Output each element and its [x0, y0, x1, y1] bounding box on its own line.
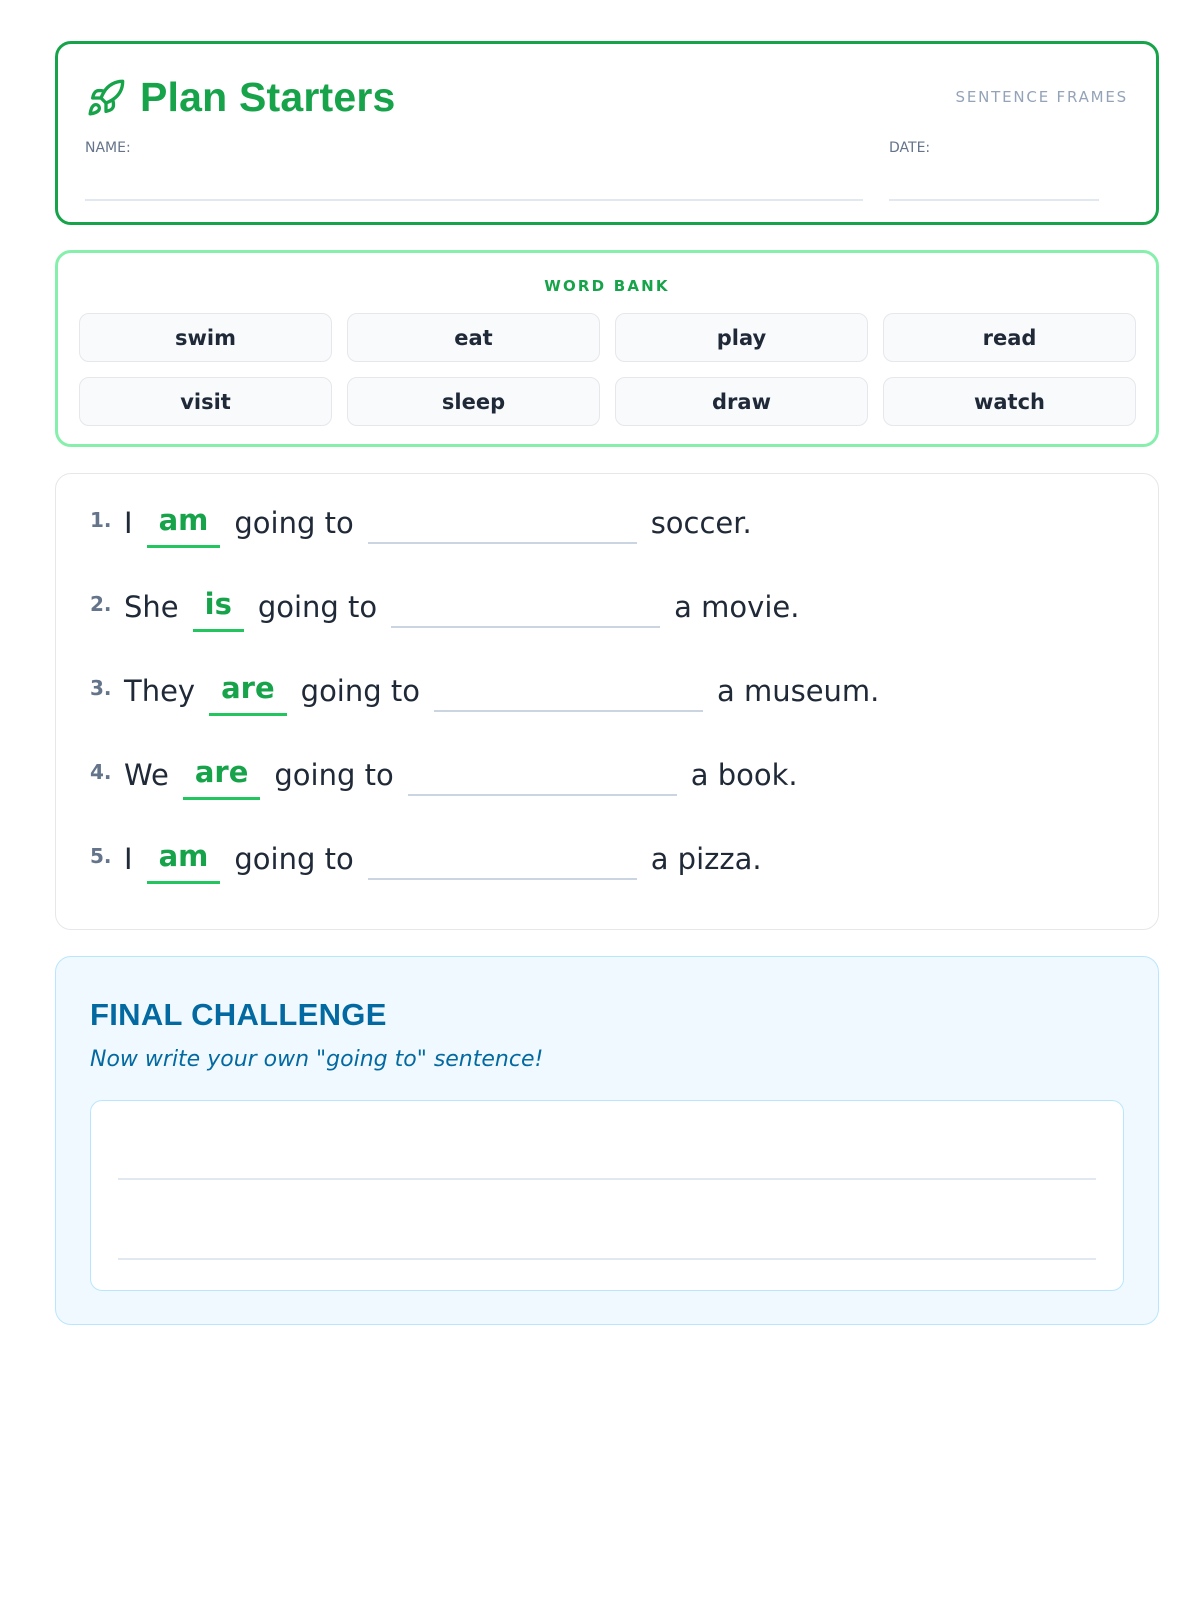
word-bank-grid	[79, 313, 1136, 426]
header-card	[55, 41, 1159, 225]
final-challenge-card	[55, 956, 1159, 1325]
sentence-subject: She	[124, 590, 179, 624]
page-subtitle: SENTENCE FRAMES	[955, 88, 1128, 106]
word-chip: read	[883, 313, 1136, 362]
writing-line	[118, 1258, 1096, 1260]
word-bank-card	[55, 250, 1159, 447]
sentence-number: 2.	[90, 592, 112, 616]
word-bank-title: WORD BANK	[544, 277, 670, 295]
sentence-ending: soccer.	[650, 506, 752, 540]
sentence-ending: a movie.	[674, 590, 800, 624]
answer-blank[interactable]	[434, 710, 703, 712]
sentence-middle: going to	[300, 674, 420, 708]
sentence-number: 1.	[90, 508, 112, 532]
answer-blank[interactable]	[368, 542, 637, 544]
final-challenge-title: FINAL CHALLENGE	[90, 997, 387, 1032]
sentence-row	[90, 584, 799, 632]
sentence-verb: are	[209, 671, 287, 716]
sentence-middle: going to	[257, 590, 378, 624]
sentence-verb: are	[183, 755, 261, 800]
sentence-row	[90, 500, 752, 548]
sentence-subject: I	[124, 506, 133, 540]
sentence-middle: going to	[274, 758, 394, 792]
word-chip: sleep	[347, 377, 600, 426]
sentence-number: 3.	[90, 676, 112, 700]
name-field[interactable]	[85, 199, 863, 201]
sentence-frames-card	[55, 473, 1159, 930]
date-label: DATE:	[889, 140, 931, 156]
sentence-middle: going to	[234, 842, 354, 876]
answer-blank[interactable]	[408, 794, 677, 796]
answer-writing-box[interactable]	[90, 1100, 1124, 1291]
answer-blank[interactable]	[368, 878, 637, 880]
date-field[interactable]	[889, 199, 1099, 201]
sentence-verb: is	[193, 587, 244, 632]
title-row	[86, 74, 396, 121]
sentence-number: 4.	[90, 760, 112, 784]
sentence-ending: a book.	[690, 758, 798, 792]
sentence-verb: am	[147, 503, 221, 548]
sentence-row	[90, 752, 798, 800]
sentence-middle: going to	[234, 506, 354, 540]
word-chip: watch	[883, 377, 1136, 426]
word-chip: draw	[615, 377, 868, 426]
word-chip: visit	[79, 377, 332, 426]
page-title: Plan Starters	[140, 74, 396, 120]
writing-line	[118, 1178, 1096, 1180]
rocket-icon	[86, 78, 126, 118]
sentence-row	[90, 836, 762, 884]
answer-blank[interactable]	[391, 626, 660, 628]
word-chip: play	[615, 313, 868, 362]
sentence-row	[90, 668, 879, 716]
name-label: NAME:	[85, 140, 131, 156]
final-challenge-prompt: Now write your own "going to" sentence!	[90, 1047, 544, 1072]
word-chip: swim	[79, 313, 332, 362]
word-chip: eat	[347, 313, 600, 362]
sentence-ending: a museum.	[716, 674, 880, 708]
sentence-ending: a pizza.	[650, 842, 762, 876]
sentence-subject: They	[124, 674, 196, 708]
sentence-subject: I	[124, 842, 133, 876]
sentence-subject: We	[124, 758, 169, 792]
sentence-verb: am	[147, 839, 221, 884]
sentence-number: 5.	[90, 844, 112, 868]
